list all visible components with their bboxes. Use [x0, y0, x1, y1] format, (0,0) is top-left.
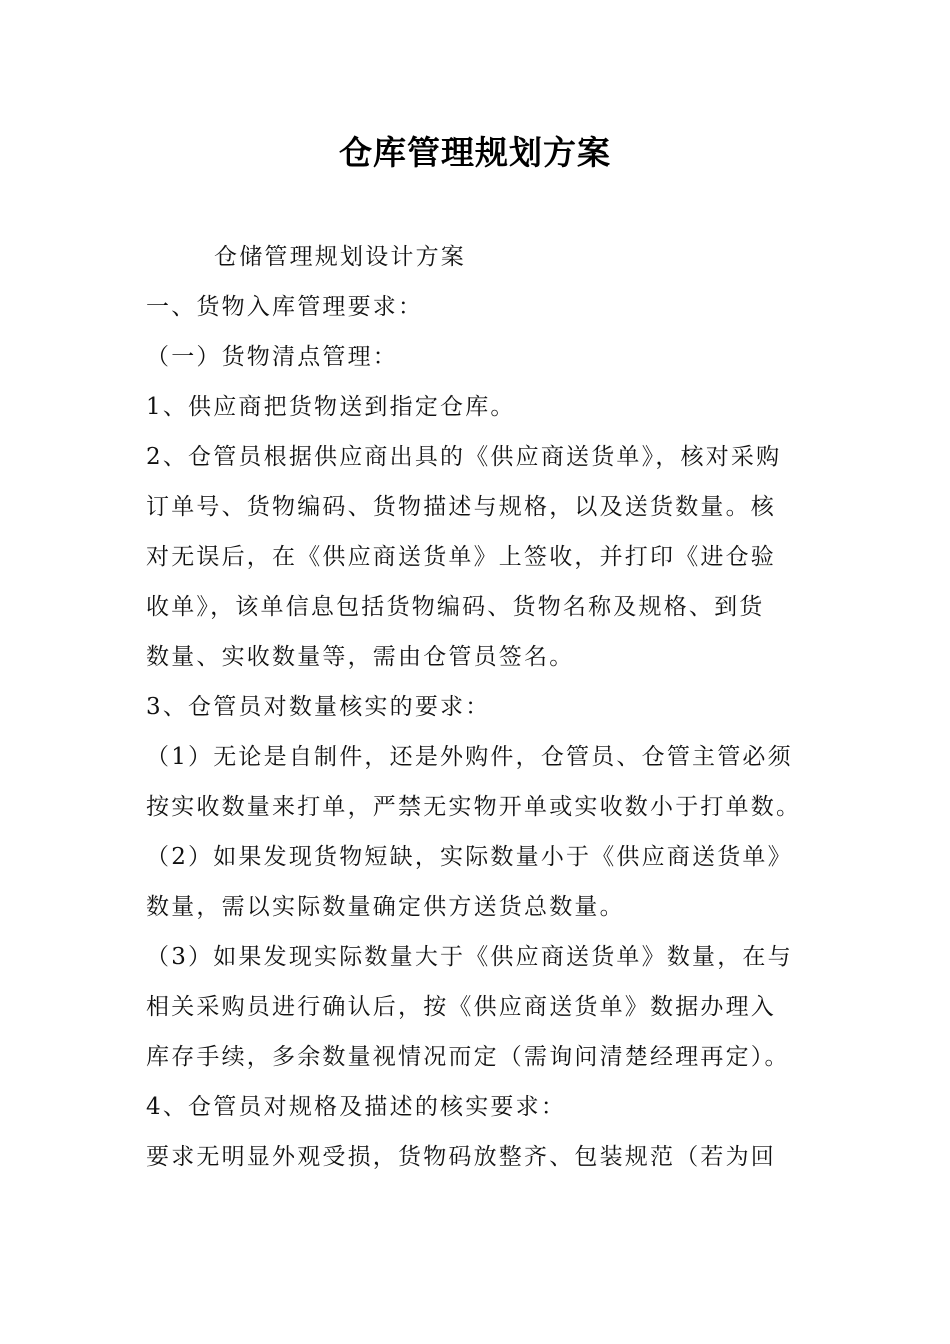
- section-heading: 一、货物入库管理要求：: [146, 294, 424, 320]
- paragraph-line: （2）如果发现货物短缺，实际数量小于《供应商送货单》: [146, 844, 793, 870]
- paragraph-line: 相关采购员进行确认后，按《供应商送货单》数据办理入: [146, 994, 776, 1020]
- paragraph-line: 2、仓管员根据供应商出具的《供应商送货单》，核对采购: [146, 444, 782, 470]
- document-title: 仓库管理规划方案: [339, 133, 611, 172]
- paragraph-line: 1、供应商把货物送到指定仓库。: [146, 394, 516, 420]
- paragraph-line: 对无误后，在《供应商送货单》上签收，并打印《进仓验: [146, 544, 776, 570]
- paragraph-line: 要求无明显外观受损，货物码放整齐、包装规范（若为回: [146, 1144, 776, 1170]
- document-subtitle: 仓储管理规划设计方案: [214, 244, 466, 270]
- paragraph-line: 数量、实收数量等，需由仓管员签名。: [146, 644, 575, 670]
- paragraph-line: 订单号、货物编码、货物描述与规格，以及送货数量。核: [146, 494, 776, 520]
- subsection-heading: （一）货物清点管理：: [146, 344, 398, 370]
- paragraph-line: 3、仓管员对数量核实的要求：: [146, 694, 491, 720]
- paragraph-line: 4、仓管员对规格及描述的核实要求：: [146, 1094, 567, 1120]
- document-body: [146, 232, 810, 1182]
- paragraph-line: 收单》，该单信息包括货物编码、货物名称及规格、到货: [146, 594, 765, 620]
- paragraph-line: 按实收数量来打单，严禁无实物开单或实收数小于打单数。: [146, 794, 802, 820]
- paragraph-line: （1）无论是自制件，还是外购件，仓管员、仓管主管必须: [146, 744, 793, 770]
- paragraph-line: （3）如果发现实际数量大于《供应商送货单》数量，在与: [146, 944, 793, 970]
- paragraph-line: 库存手续，多余数量视情况而定（需询问清楚经理再定）。: [146, 1044, 790, 1070]
- paragraph-line: 数量，需以实际数量确定供方送货总数量。: [146, 894, 625, 920]
